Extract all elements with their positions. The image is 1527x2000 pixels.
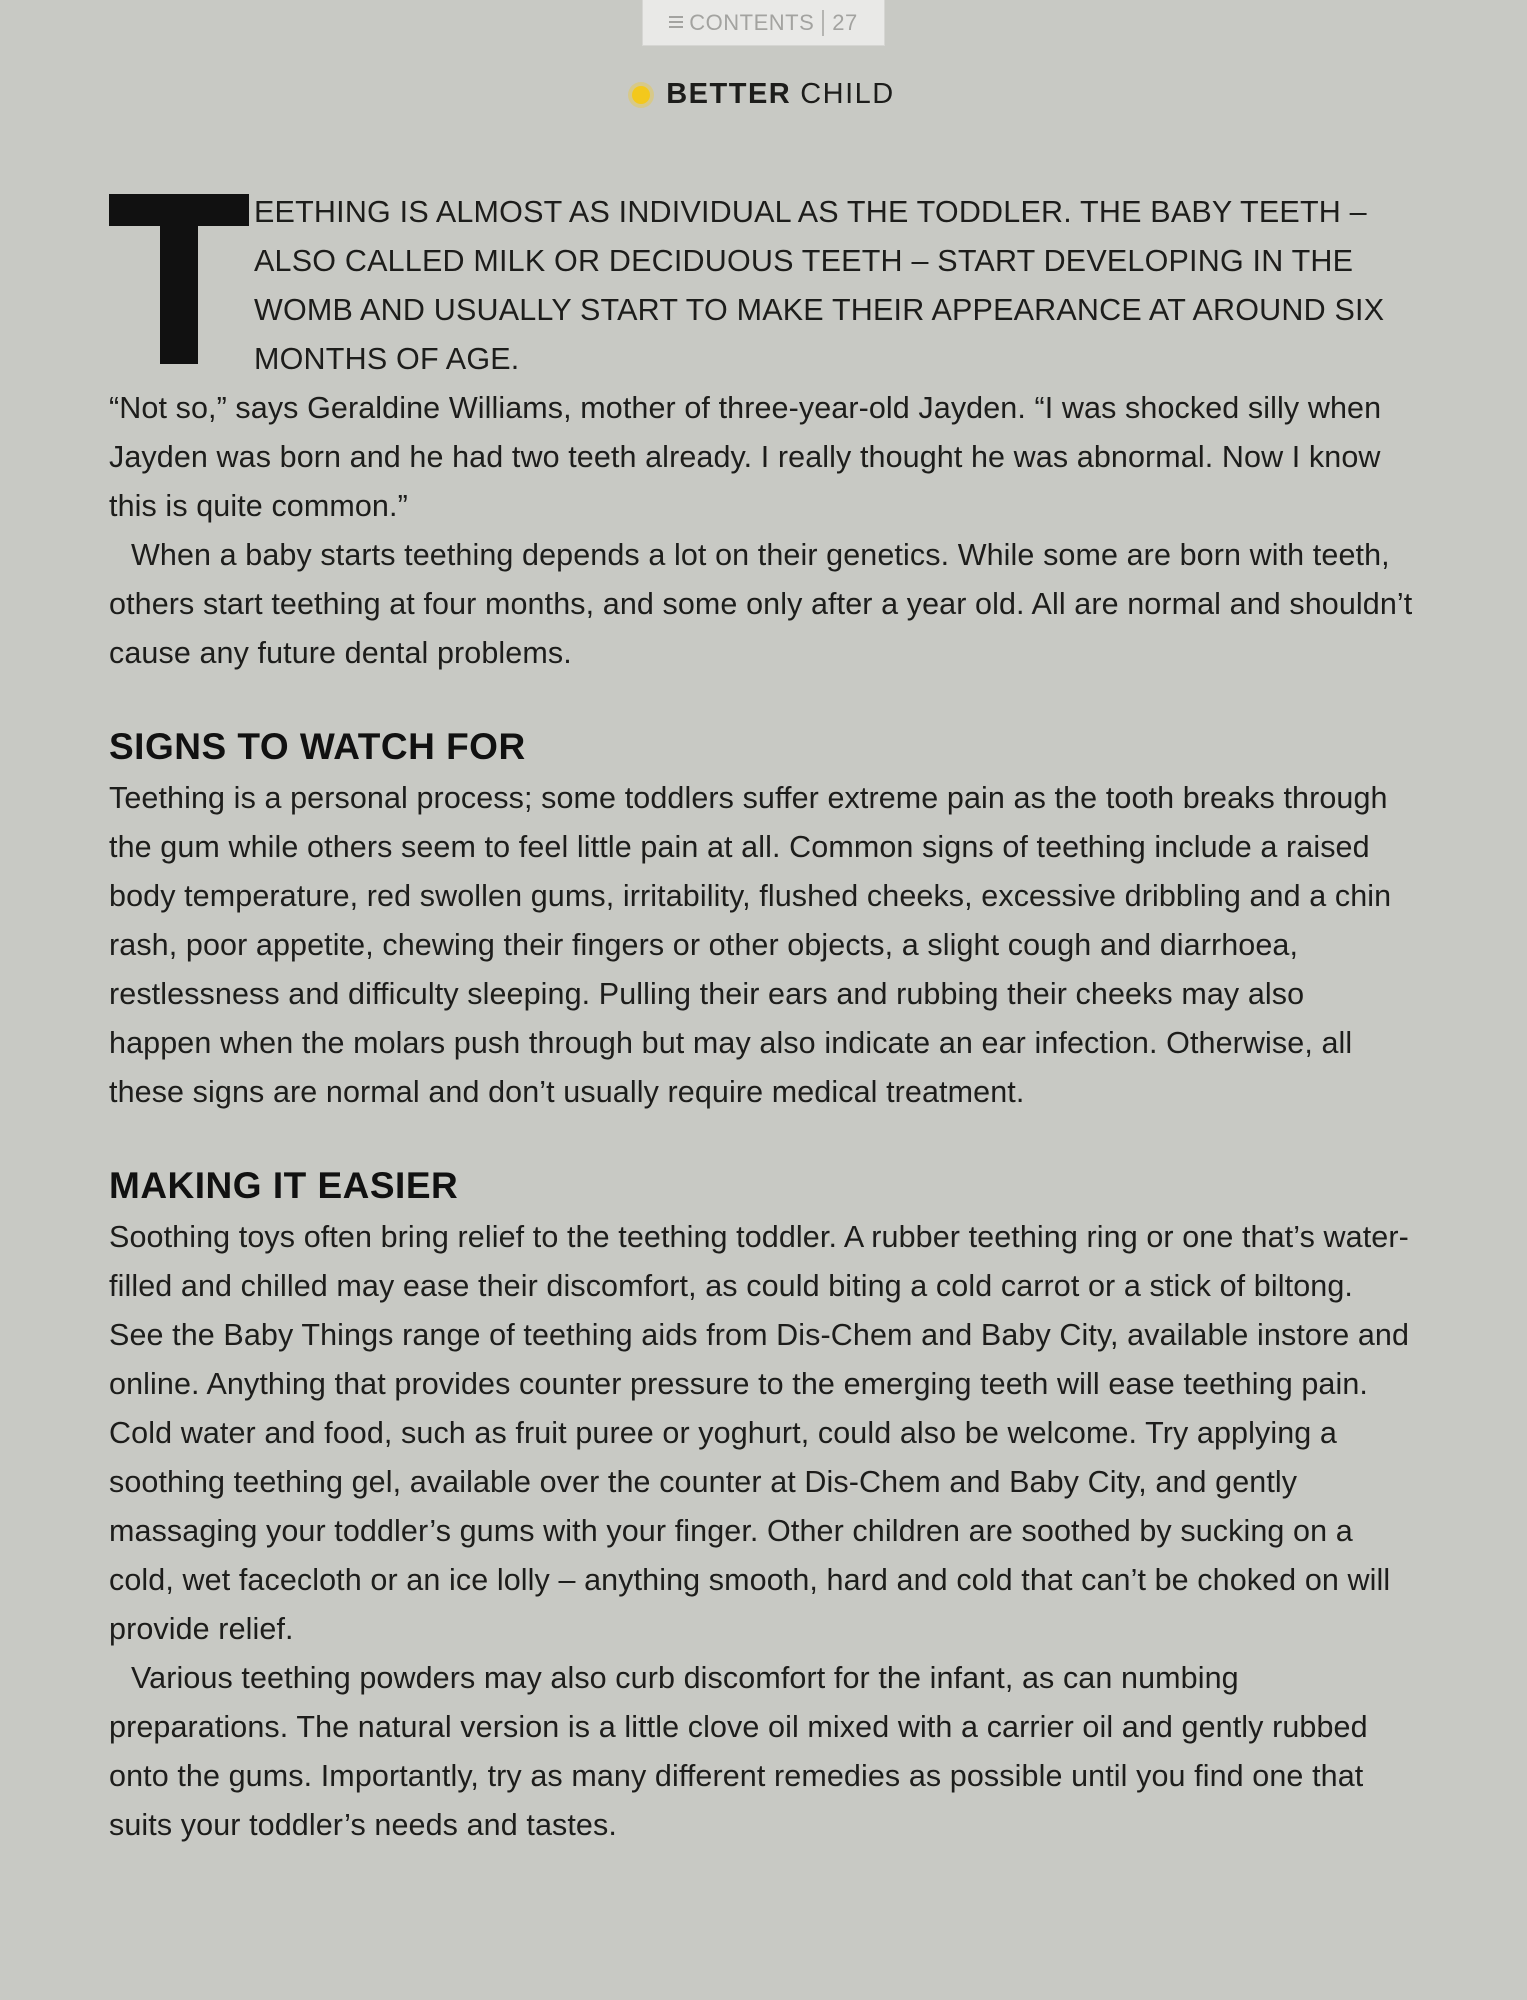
section-header xyxy=(0,78,1527,111)
easier-paragraph-1: Soothing toys often bring relief to the teething toddler. A rubber teething ring or one that’s water-filled and chilled may ease their discomfort, as could biting a cold carrot or a stick of biltong. See the Baby Things range of teething aids from Dis-Chem and Baby City, available instore and online. Anything that provides counter pressure to the emerging teeth will ease teething pain. Cold water and food, such as fruit puree or yoghurt, could also be welcome. Try applying a soothing teething gel, available over the counter at Dis-Chem and Baby City, and gently massaging your toddler’s gums with your finger. Other children are soothed by sucking on a cold, wet facecloth or an ice lolly – anything smooth, hard and cold that can’t be choked on will provide relief. xyxy=(109,1220,1410,1646)
intro-paragraph-1: “Not so,” says Geraldine Williams, mother of three-year-old Jayden. “I was shocked silly when Jayden was born and he had two teeth already. I really thought he was abnormal. Now I know this is quite common.” xyxy=(109,391,1382,523)
easier-paragraph-2: Various teething powders may also curb discomfort for the infant, as can numbing preparations. The natural version is a little clove oil mixed with a carrier oil and gently rubbed onto the gums. Importantly, try as many different remedies as possible until you find one that suits your toddler’s needs and tastes. xyxy=(109,1661,1368,1842)
signs-paragraph-1: Teething is a personal process; some toddlers suffer extreme pain as the tooth breaks through the gum while others seem to feel little pain at all. Common signs of teething include a raised body temperature, red swollen gums, irritability, flushed cheeks, excessive dribbling and a chin rash, poor appetite, chewing their fingers or other objects, a slight cough and diarrhoea, restlessness and difficulty sleeping. Pulling their ears and rubbing their cheeks may also happen when the molars push through but may also indicate an ear infection. Otherwise, all these signs are normal and don’t usually require medical treatment. xyxy=(109,781,1392,1109)
intro-paragraph-2: When a baby starts teething depends a lot on their genetics. While some are born with teeth, others start teething at four months, and some only after a year old. All are normal and shouldn’t cause any future dental problems. xyxy=(109,538,1413,670)
lead-text: EETHING IS ALMOST AS INDIVIDUAL AS THE TODDLER. THE BABY TEETH – ALSO CALLED MILK OR DECIDUOUS TEETH – START DEVELOPING IN THE WOMB AND USUALLY START TO MAKE THEIR APPEARANCE AT AROUND SIX MONTHS OF AGE. xyxy=(254,195,1385,376)
section-title-bold: BETTER xyxy=(666,78,792,110)
sun-dot-icon xyxy=(632,86,650,104)
heading-signs-to-watch-for: SIGNS TO WATCH FOR xyxy=(109,726,526,767)
heading-making-it-easier: MAKING IT EASIER xyxy=(109,1165,459,1206)
drop-cap xyxy=(109,194,249,364)
article-body xyxy=(109,188,1414,1850)
contents-label: CONTENTS xyxy=(689,9,815,35)
section-title-regular: CHILD xyxy=(800,78,895,110)
menu-icon xyxy=(669,16,683,28)
contents-tab[interactable] xyxy=(642,0,885,46)
lead-paragraph xyxy=(109,188,1414,384)
page-number: 27 xyxy=(832,9,858,35)
divider xyxy=(822,10,824,36)
